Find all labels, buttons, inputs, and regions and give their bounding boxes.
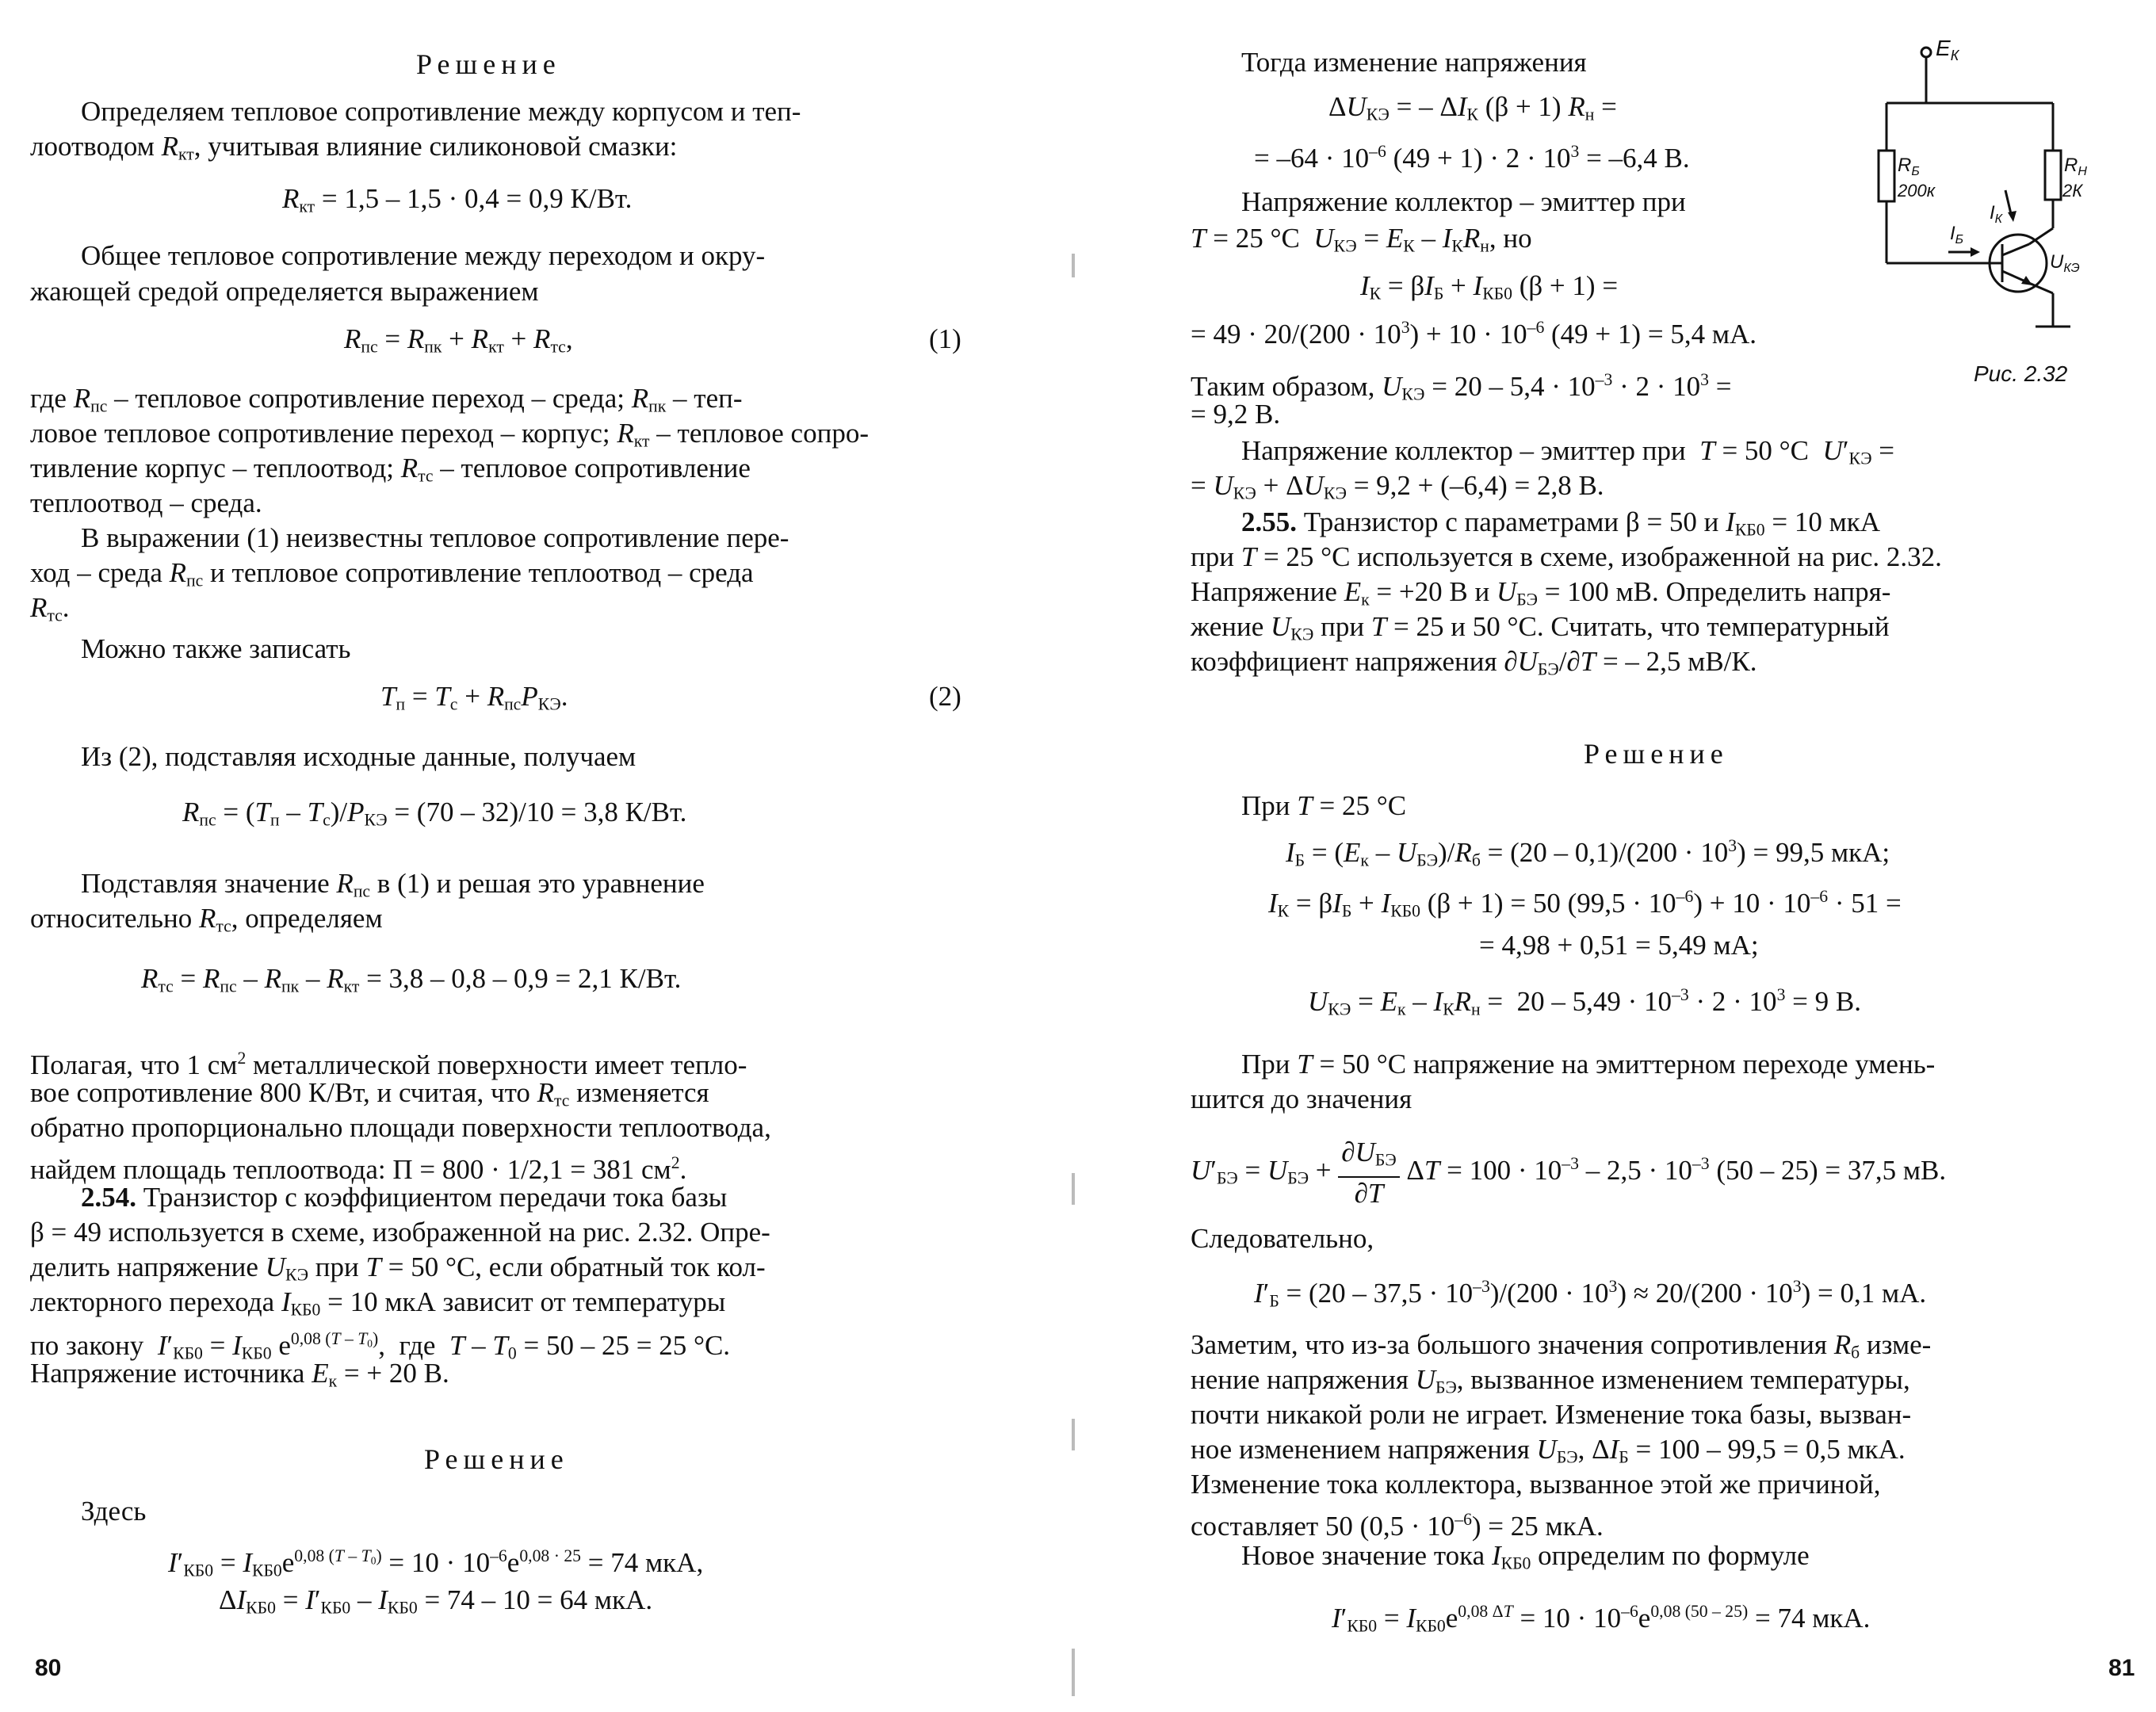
text-line: вое сопротивление 800 К/Вт, и считая, что $R_{тс}$ изменяется	[30, 1077, 709, 1110]
text-line: составляет 50 $(0,5 \cdot 10^{-6}) = 25$ мкА.	[1191, 1510, 1604, 1542]
text-line: лекторного перехода $I_{КБ0} = 10$ мкА зависит от температуры	[30, 1286, 726, 1320]
equation: $I_К = \beta I_Б + I_{КБ0}$ (β + 1) = 50 $(99,5 \cdot 10^{-6}) + 10 \cdot 10^{-6} \cdot 51$ =	[1268, 887, 1902, 921]
page-number: 80	[35, 1655, 62, 1681]
text-line: относительно $R_{тс}$, определяем	[30, 903, 383, 936]
text-line: Подставляя значение $R_{пс}$ в (1) и решая это уравнение	[81, 868, 705, 901]
text-line: При T = 25 °С	[1241, 790, 1407, 821]
text-line: Из (2), подставляя исходные данные, получаем	[81, 741, 636, 772]
text-line: Можно также записать	[81, 633, 351, 664]
text-line: делить напряжение $U_{КЭ}$ при T = 50 °С, если обратный ток кол-	[30, 1252, 766, 1285]
figure-caption: Рис. 2.32	[1974, 361, 2068, 386]
equation: $I'_Б = (20 - 37,5 \cdot 10^{-3})/(200 \cdot 10^3) \approx 20/(200 \cdot 10^3) = 0,1$ мА.	[1254, 1277, 1927, 1311]
equation: $R_{пс} = R_{пк} + R_{кт} + R_{тс}$,	[344, 323, 573, 357]
text-line: Таким образом, $U_{КЭ} = 20 - 5,4 \cdot 10^{-3} \cdot 2 \cdot 10^3$ =	[1191, 370, 1732, 404]
label-ib: $I_Б$	[1950, 223, 1964, 246]
label-rn: $R_Н$	[2064, 155, 2087, 178]
text-line: ное изменением напряжения $U_{БЭ}$, $\Delta I_Б = 100 - 99,5 = 0,5$ мкА.	[1191, 1434, 1906, 1467]
section-heading: Решение	[1584, 738, 1729, 770]
text-line: жающей средой определяется выражением	[30, 276, 539, 307]
text-line: $R_{тс}$.	[30, 592, 70, 625]
circuit-schematic	[1863, 32, 2087, 380]
text-line: жение $U_{КЭ}$ при T = 25 и 50 °С. Считать, что температурный	[1191, 611, 1890, 644]
text-line: нение напряжения $U_{БЭ}$, вызванное изменением температуры,	[1191, 1364, 1910, 1397]
equation: $R_{кт} = 1,5 - 1,5 \cdot 0,4 = 0,9$ К/Вт.	[282, 183, 633, 216]
text-line: Напряжение $E_к = +20$ В и $U_{БЭ} = 100$ мВ. Определить напря-	[1191, 576, 1891, 610]
label-rn-value: 2К	[2062, 181, 2083, 201]
text-line: Полагая, что 1 $см^2$ металлической поверхности имеет тепло-	[30, 1049, 747, 1081]
equation: = $49 \cdot 20/(200 \cdot 10^3) + 10 \cdot 10^{-6}$ (49 + 1) = 5,4 мА.	[1191, 318, 1757, 350]
text-line: Заметим, что из-за большого значения сопротивления $R_б$ изме-	[1191, 1329, 1932, 1362]
equation: $U'_{БЭ} = U_{БЭ}$ + $\frac{\partial U_{БЭ}}{\partial T}$ $\Delta T = 100 \cdot 10^{-3} - 2,5 \cdot 10^{-3}$ (50 – 25) = 37,5 мВ.	[1191, 1137, 1947, 1209]
label-rb: $R_Б$	[1898, 155, 1920, 178]
equation: = $-64 \cdot 10^{-6}$ $(49 + 1) \cdot 2 \cdot 10^3 = -6,4$ В.	[1254, 142, 1690, 174]
text-line: Напряжение коллектор – эмиттер при T = 50 °С $U'_{КЭ}$ =	[1241, 435, 1895, 468]
label-ek: $Е_К$	[1936, 36, 1959, 63]
text-line: почти никакой роли не играет. Изменение тока базы, вызван-	[1191, 1399, 1912, 1430]
text-line: обратно пропорционально площади поверхности теплоотвода,	[30, 1112, 771, 1143]
equation: $I_К = \beta I_Б + I_{КБ0}$ (β + 1) =	[1360, 270, 1619, 304]
text-line: при T = 25 °С используется в схеме, изображенной на рис. 2.32.	[1191, 541, 1942, 572]
text-line: β = 49 используется в схеме, изображенной на рис. 2.32. Опре-	[30, 1217, 770, 1248]
label-ik: $I_К$	[1990, 202, 2003, 226]
text-line: Изменение тока коллектора, вызванное этой же причиной,	[1191, 1469, 1881, 1500]
equation: $I'_{КБ0} = I_{КБ0}e^{0,08 \Delta T} = 10 \cdot 10^{-6}e^{0,08 (50 - 25)} = 74$ мкА.	[1332, 1602, 1871, 1636]
equation: $\Delta U_{КЭ}$ = – $\Delta I_К$ (β + 1) $R_н$ =	[1328, 91, 1617, 124]
text-line: найдем площадь теплоотвода: П = 800 · 1/2,1 = 381 $см^2$.	[30, 1153, 687, 1186]
text-line: Тогда изменение напряжения	[1241, 47, 1587, 78]
text-line: T = 25 °С $U_{КЭ} = E_К - I_КR_н$, но	[1191, 223, 1532, 256]
text-line: Напряжение источника $E_к$ = + 20 В.	[30, 1358, 449, 1391]
equation-number: (1)	[929, 323, 961, 354]
text-line: теплоотвод – среда.	[30, 487, 262, 518]
equation: = $U_{КЭ} + \Delta U_{КЭ} = 9,2 + (-6,4) = 2,8$ В.	[1191, 470, 1604, 503]
text-line: где $R_{пс}$ – тепловое сопротивление переход – среда; $R_{пк} - теп-$	[30, 383, 743, 416]
equation: $R_{пс} = (T_п - T_с)/P_{КЭ} = (70 - 32)/10 = 3,8$ К/Вт.	[182, 797, 687, 830]
text-line: Определяем тепловое сопротивление между корпусом и теп-	[81, 96, 801, 127]
right-page	[1078, 0, 2156, 1712]
equation: $I'_{КБ0} = I_{КБ0}e^{0,08 (T - T_0)} = 10 \cdot 10^{-6}e^{0,08 \cdot 25} = 74$ мкА,	[168, 1546, 704, 1580]
text-line: Общее тепловое сопротивление между переходом и окру-	[81, 240, 766, 271]
text-line: лоотводом $R_{кт}$, учитывая влияние силиконовой смазки:	[30, 131, 678, 164]
supply-terminal	[1921, 48, 1931, 57]
text-line: Здесь	[81, 1496, 147, 1527]
text-line: Напряжение коллектор – эмиттер при	[1241, 186, 1686, 217]
section-heading: Решение	[424, 1443, 569, 1475]
equation: = 4,98 + 0,51 = 5,49 мА;	[1479, 930, 1759, 961]
text-line: ход – среда $R_{пс}$ и тепловое сопротивление теплоотвод – среда	[30, 557, 754, 590]
text-line: тивление корпус – теплоотвод; $R_{тс}$ – тепловое сопротивление	[30, 453, 751, 486]
section-heading: Решение	[416, 48, 561, 80]
text-line: Следовательно,	[1191, 1223, 1374, 1254]
problem-statement: 2.55. Транзистор с параметрами β = 50 и $I_{КБ0} = 10$ мкА	[1241, 506, 1881, 540]
text-line: ловое тепловое сопротивление переход – корпус; $R_{кт}$ – тепловое сопро-	[30, 418, 869, 451]
equation: $U_{КЭ} = E_к - I_КR_н = 20 - 5,49 \cdot 10^{-3} \cdot 2 \cdot 10^3 = 9$ В.	[1308, 985, 1861, 1019]
label-rb-value: 200к	[1898, 181, 1936, 201]
text-line: При T = 50 °С напряжение на эмиттерном переходе умень-	[1241, 1049, 1936, 1080]
page-number: 81	[2108, 1655, 2135, 1681]
problem-statement: 2.54. Транзистор с коэффициентом передачи тока базы	[81, 1182, 728, 1213]
text-line: В выражении (1) неизвестны тепловое сопротивление пере-	[81, 522, 789, 553]
equation: $T_п = T_с + R_{пс}P_{КЭ}$.	[380, 681, 568, 714]
equation: $I_Б = (E_к - U_{БЭ})/R_б = (20 - 0,1)/(200 \cdot 10^3) = 99,5$ мкА;	[1286, 836, 1890, 870]
text-line: Новое значение тока $I_{КБ0}$ определим по формуле	[1241, 1540, 1810, 1573]
text-line: шится до значения	[1191, 1083, 1412, 1114]
equation: $R_{тс} = R_{пс} - R_{пк} - R_{кт} = 3,8 - 0,8 - 0,9 = 2,1$ К/Вт.	[141, 963, 682, 996]
equation: = 9,2 В.	[1191, 399, 1281, 430]
text-line: коэффициент напряжения $\partial U_{БЭ}/\partial T$ = – 2,5 мВ/К.	[1191, 646, 1757, 679]
label-uke: $U_{КЭ}$	[2050, 251, 2080, 275]
equation: $\Delta I_{КБ0} = I'_{КБ0} - I_{КБ0} = 74 - 10 = 64$ мкА.	[219, 1584, 653, 1618]
equation-number: (2)	[929, 681, 961, 712]
text-line: по закону $I'_{КБ0} = I_{КБ0}$ $e^{0,08 (T - T_0)}$, где $T - T_0 = 50 - 25 = 25$ °С.	[30, 1329, 731, 1363]
